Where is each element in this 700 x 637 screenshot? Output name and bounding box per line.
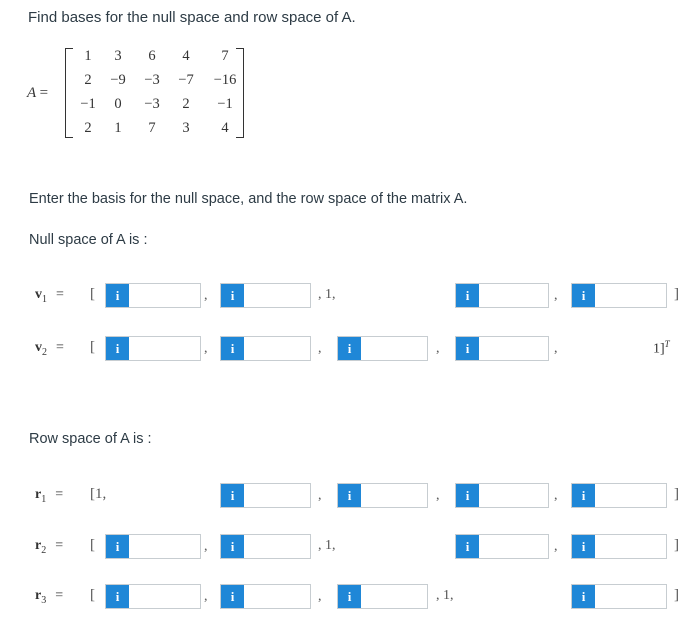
answer-input[interactable] — [479, 337, 548, 360]
info-icon[interactable]: i — [572, 284, 595, 307]
info-icon[interactable]: i — [338, 585, 361, 608]
answer-field[interactable] — [571, 483, 667, 508]
info-icon[interactable]: i — [572, 585, 595, 608]
info-icon[interactable]: i — [338, 484, 361, 507]
matrix-cell: 7 — [221, 48, 229, 64]
matrix-cell: 2 — [84, 72, 92, 88]
separator: , — [554, 341, 558, 356]
matrix-label — [27, 85, 48, 102]
bracket-open: [ — [90, 537, 95, 553]
answer-input[interactable] — [129, 284, 200, 307]
info-icon[interactable]: i — [338, 337, 361, 360]
fixed-value: , 1, — [436, 588, 454, 603]
info-icon[interactable]: i — [456, 337, 479, 360]
vector-label-v1: $v_1$ = — [35, 287, 64, 305]
bracket-open: [1, — [90, 486, 107, 502]
answer-field[interactable] — [455, 534, 549, 559]
answer-input[interactable] — [479, 484, 548, 507]
answer-field[interactable] — [220, 483, 311, 508]
separator: , — [318, 589, 322, 604]
answer-input[interactable] — [479, 284, 548, 307]
matrix-cell: 3 — [182, 120, 190, 136]
info-icon[interactable]: i — [106, 585, 129, 608]
fixed-value: , 1, — [318, 287, 336, 302]
matrix-cell: 1 — [84, 48, 92, 64]
separator: , — [554, 488, 558, 503]
answer-field[interactable] — [105, 336, 201, 361]
info-icon[interactable]: i — [572, 484, 595, 507]
matrix-name: A — [27, 85, 36, 101]
answer-field[interactable] — [571, 534, 667, 559]
bracket-open: [ — [90, 339, 95, 355]
matrix-cell: −16 — [213, 72, 237, 88]
info-icon[interactable]: i — [456, 535, 479, 558]
bracket-open: [ — [90, 587, 95, 603]
answer-field[interactable] — [571, 584, 667, 609]
answer-field[interactable] — [455, 283, 549, 308]
matrix-equals: = — [39, 85, 49, 101]
matrix-cell: −1 — [80, 96, 96, 112]
info-icon[interactable]: i — [221, 585, 244, 608]
bracket-close: ] — [674, 537, 679, 553]
matrix-cell: 3 — [114, 48, 122, 64]
matrix-cell: 1 — [114, 120, 122, 136]
answer-input[interactable] — [361, 484, 427, 507]
instruction-text: Enter the basis for the null space, and the row space of the matrix A. — [29, 191, 468, 207]
answer-input[interactable] — [595, 484, 666, 507]
answer-field[interactable] — [337, 584, 428, 609]
matrix-cell: 4 — [221, 120, 229, 136]
separator: , — [204, 539, 208, 554]
info-icon[interactable]: i — [106, 284, 129, 307]
answer-field[interactable] — [105, 584, 201, 609]
separator: , — [436, 488, 440, 503]
answer-input[interactable] — [244, 585, 310, 608]
answer-input[interactable] — [244, 484, 310, 507]
separator: , — [554, 539, 558, 554]
answer-field[interactable] — [337, 336, 428, 361]
fixed-value: , 1, — [318, 538, 336, 553]
separator: , — [554, 288, 558, 303]
answer-input[interactable] — [361, 337, 427, 360]
answer-field[interactable] — [105, 534, 201, 559]
answer-input[interactable] — [129, 337, 200, 360]
matrix-cell: 6 — [148, 48, 156, 64]
answer-field[interactable] — [337, 483, 428, 508]
answer-input[interactable] — [244, 284, 310, 307]
answer-input[interactable] — [244, 337, 310, 360]
matrix-cell: −7 — [178, 72, 194, 88]
info-icon[interactable]: i — [456, 484, 479, 507]
vector-label-v2: $v_2$ = — [35, 340, 64, 358]
bracket-close: ] — [674, 486, 679, 502]
answer-input[interactable] — [595, 535, 666, 558]
answer-input[interactable] — [244, 535, 310, 558]
answer-input[interactable] — [361, 585, 427, 608]
info-icon[interactable]: i — [221, 284, 244, 307]
answer-field[interactable] — [220, 584, 311, 609]
info-icon[interactable]: i — [221, 337, 244, 360]
info-icon[interactable]: i — [221, 484, 244, 507]
matrix-cell: −9 — [110, 72, 126, 88]
bracket-close: ] — [674, 286, 679, 302]
matrix-cell: −3 — [144, 96, 160, 112]
matrix-cell: 7 — [148, 120, 156, 136]
row-space-label: Row space of A is : — [29, 431, 152, 447]
matrix-cell: −3 — [144, 72, 160, 88]
null-space-label: Null space of A is : — [29, 232, 148, 248]
vector-tail: 1]$^T$ — [653, 339, 670, 357]
bracket-open: [ — [90, 286, 95, 302]
answer-field[interactable] — [220, 534, 311, 559]
answer-field[interactable] — [571, 283, 667, 308]
vector-label-r2: $r_2$ = — [35, 538, 64, 556]
vector-label-r3: $r_3$ = — [35, 588, 64, 606]
bracket-close: ] — [674, 587, 679, 603]
info-icon[interactable]: i — [456, 284, 479, 307]
separator: , — [204, 288, 208, 303]
info-icon[interactable]: i — [106, 535, 129, 558]
answer-input[interactable] — [129, 535, 200, 558]
answer-input[interactable] — [479, 535, 548, 558]
question-text: Find bases for the null space and row space of A. — [28, 9, 356, 26]
answer-field[interactable] — [455, 336, 549, 361]
separator: , — [436, 341, 440, 356]
matrix-cell: 0 — [114, 96, 122, 112]
info-icon[interactable]: i — [106, 337, 129, 360]
separator: , — [204, 589, 208, 604]
matrix-cell: 4 — [182, 48, 190, 64]
separator: , — [318, 341, 322, 356]
answer-input[interactable] — [595, 284, 666, 307]
info-icon[interactable]: i — [221, 535, 244, 558]
answer-input[interactable] — [595, 585, 666, 608]
answer-field[interactable] — [455, 483, 549, 508]
matrix-cell: 2 — [182, 96, 190, 112]
info-icon[interactable]: i — [572, 535, 595, 558]
answer-field[interactable] — [105, 283, 201, 308]
answer-field[interactable] — [220, 283, 311, 308]
answer-input[interactable] — [129, 585, 200, 608]
matrix-cell: 2 — [84, 120, 92, 136]
answer-field[interactable] — [220, 336, 311, 361]
separator: , — [318, 488, 322, 503]
matrix-cell: −1 — [217, 96, 233, 112]
vector-label-r1: $r_1$ = — [35, 487, 64, 505]
separator: , — [204, 341, 208, 356]
